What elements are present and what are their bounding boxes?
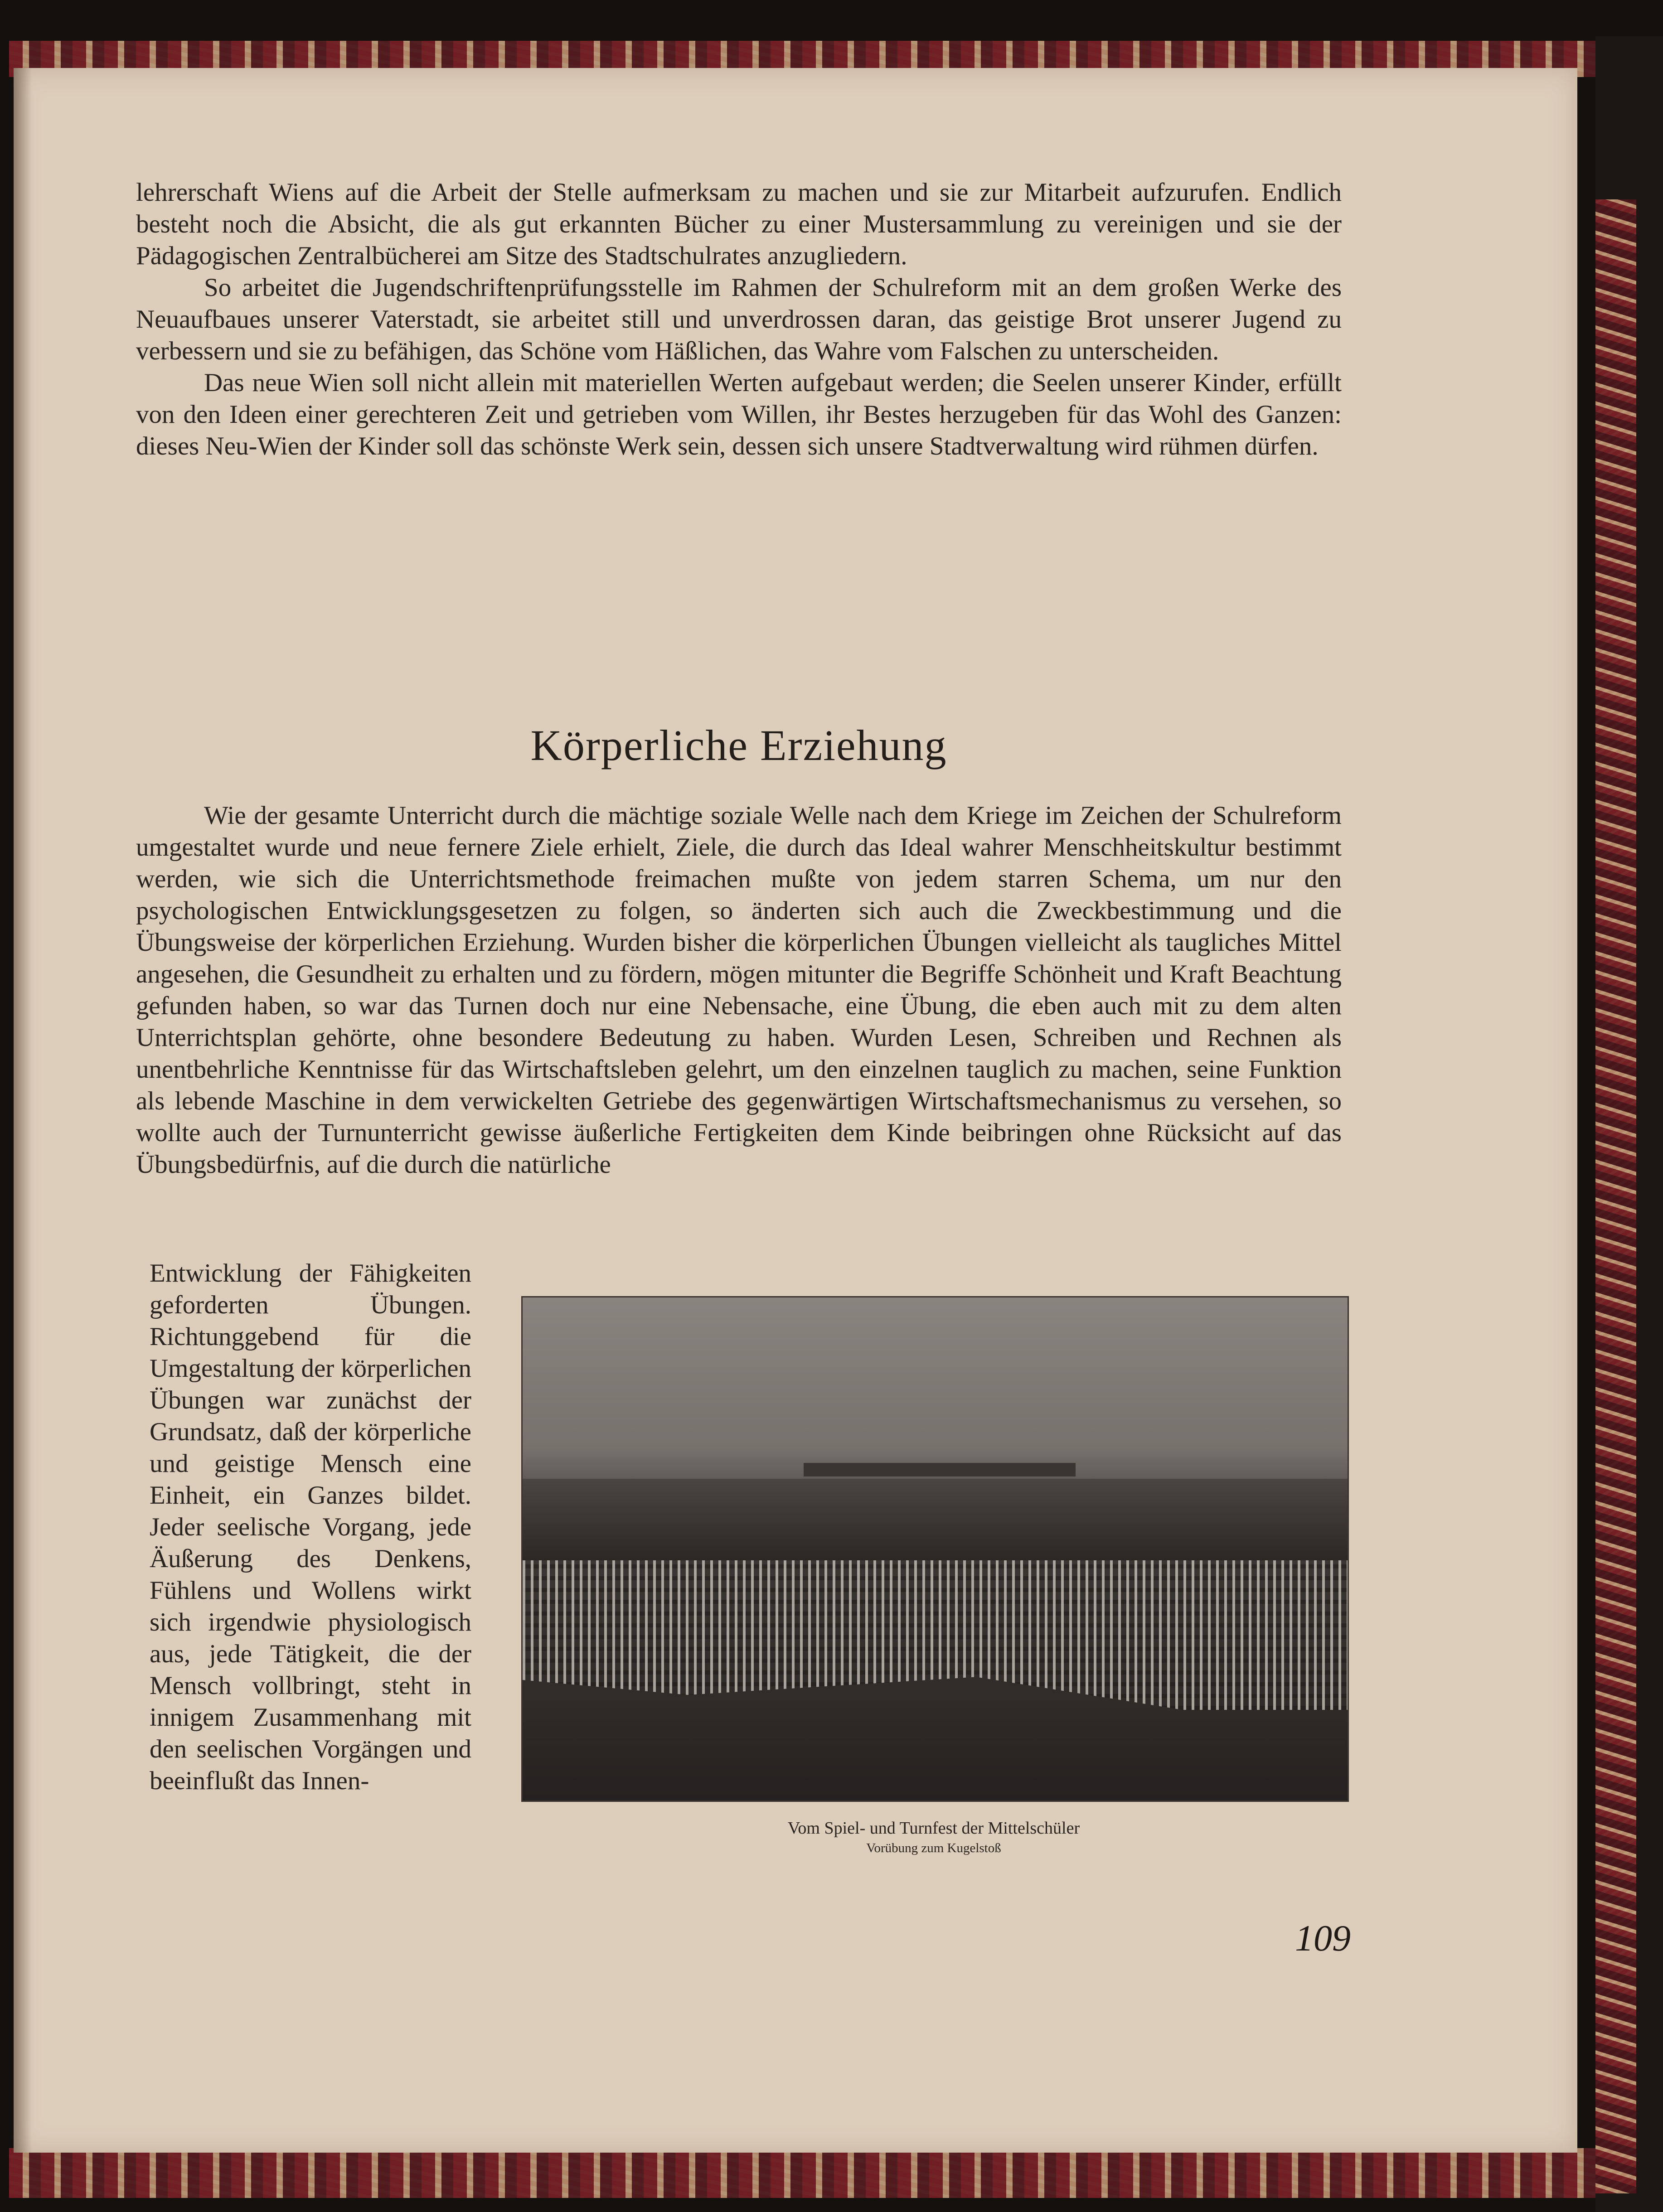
narrow-column-paragraph xyxy=(150,1258,471,1797)
marbled-edge-right xyxy=(1595,199,1636,2193)
photo-caption xyxy=(521,1817,1346,1857)
grandstand-roof xyxy=(804,1463,1076,1476)
paragraph-3: Das neue Wien soll nicht allein mit materiellen Werten aufgebaut werden; die Seelen unserer Kinder, erfüllt von den Ideen einer gerechteren Zeit und getrieben vom Willen, ihr Bestes herzugeben für das Wohl des Ganzen: dieses Neu-Wien der Kinder soll das schönste Werk sein, dessen sich unsere Stadtverwaltung wird rühmen dürfen. xyxy=(136,368,1342,460)
stadium-photo xyxy=(521,1296,1349,1802)
caption-line-2: Vorübung zum Kugelstoß xyxy=(866,1841,1001,1855)
page-number: 109 xyxy=(1295,1917,1351,1959)
grandstand xyxy=(523,1479,1348,1565)
section-heading: Körperliche Erziehung xyxy=(530,721,947,770)
top-text-block xyxy=(136,177,1342,462)
marbled-edge-bottom xyxy=(9,2148,1595,2198)
paragraph-main-text: Wie der gesamte Unterricht durch die mächtige soziale Welle nach dem Kriege im Zeichen der Schulreform umgestaltet wurde und neue fernere Ziele erhielt, Ziele, die durch das Ideal wahrer Menschheitskultur bestimmt werden, wie sich die Unterrichtsmethode freimachen mußte von jedem starren Schema, um nur den psychologischen Entwicklungsgesetzen zu folgen, so änderten sich auch die Zweckbestimmung und die Übungsweise der körperlichen Erziehung. Wurden bisher die körperlichen Übungen vielleicht als taugliches Mittel angesehen, die Gesundheit zu erhalten und zu fördern, mögen mitunter die Begriffe Schönheit und Kraft Beachtung gefunden haben, so war das Turnen doch nur eine Nebensache, eine Übung, die eben auch mit zu dem alten Unterrichtsplan gehörte, ohne besondere Bedeutung zu haben. Wurden Lesen, Schreiben und Rechnen als unentbehrliche Kenntnisse für das Wirtschaftsleben gelehrt, um den einzelnen tauglich zu machen, seine Funktion als lebende Maschine in dem verwickelten Getriebe des gegenwärtigen Wirtschaftsmechanismus zu versehen, so wollte auch der Turnunterricht gewisse äußerliche Fertigkeiten dem Kinde beibringen ohne Rücksicht auf das Übungsbedürfnis, auf die durch die natürliche xyxy=(136,801,1342,1179)
main-paragraph xyxy=(136,800,1342,1181)
paragraph-1: lehrerschaft Wiens auf die Arbeit der Stelle aufmerksam zu machen und sie zur Mitarbeit aufzurufen. Endlich besteht noch die Absicht, die als gut erkannten Bücher zu einer Mustersammlung zu vereinigen und sie der Pädagogischen Zentralbücherei am Sitze des Stadtschulrates anzugliedern. xyxy=(136,178,1342,270)
paragraph-2: So arbeitet die Jugendschriftenprüfungsstelle im Rahmen der Schulreform mit an dem großen Werke des Neuaufbaues unserer Vaterstadt, sie arbeitet still und unverdrossen daran, das geistige Brot unserer Jugend zu verbessern und sie zu befähigen, das Schöne vom Häßlichen, das Wahre vom Falschen zu unterscheiden. xyxy=(136,273,1342,365)
spine-shadow xyxy=(14,68,32,2153)
caption-line-1: Vom Spiel- und Turnfest der Mittelschüler xyxy=(787,1819,1080,1838)
paragraph-narrow-text: Entwicklung der Fähigkeiten geforderten Übungen. Richtunggebend für die Umgestaltung der körperlichen Übungen war zunächst der Grundsatz, daß der körperliche und geistige Mensch eine Einheit, ein Ganzes bildet. Jeder seelische Vorgang, jede Äußerung des Denkens, Fühlens und Wollens wirkt sich irgendwie physiologisch aus, jede Tätigkeit, die der Mensch vollbringt, steht in innigem Zusammenhang mit den seelischen Vorgängen und beeinflußt das Innen- xyxy=(150,1259,471,1795)
